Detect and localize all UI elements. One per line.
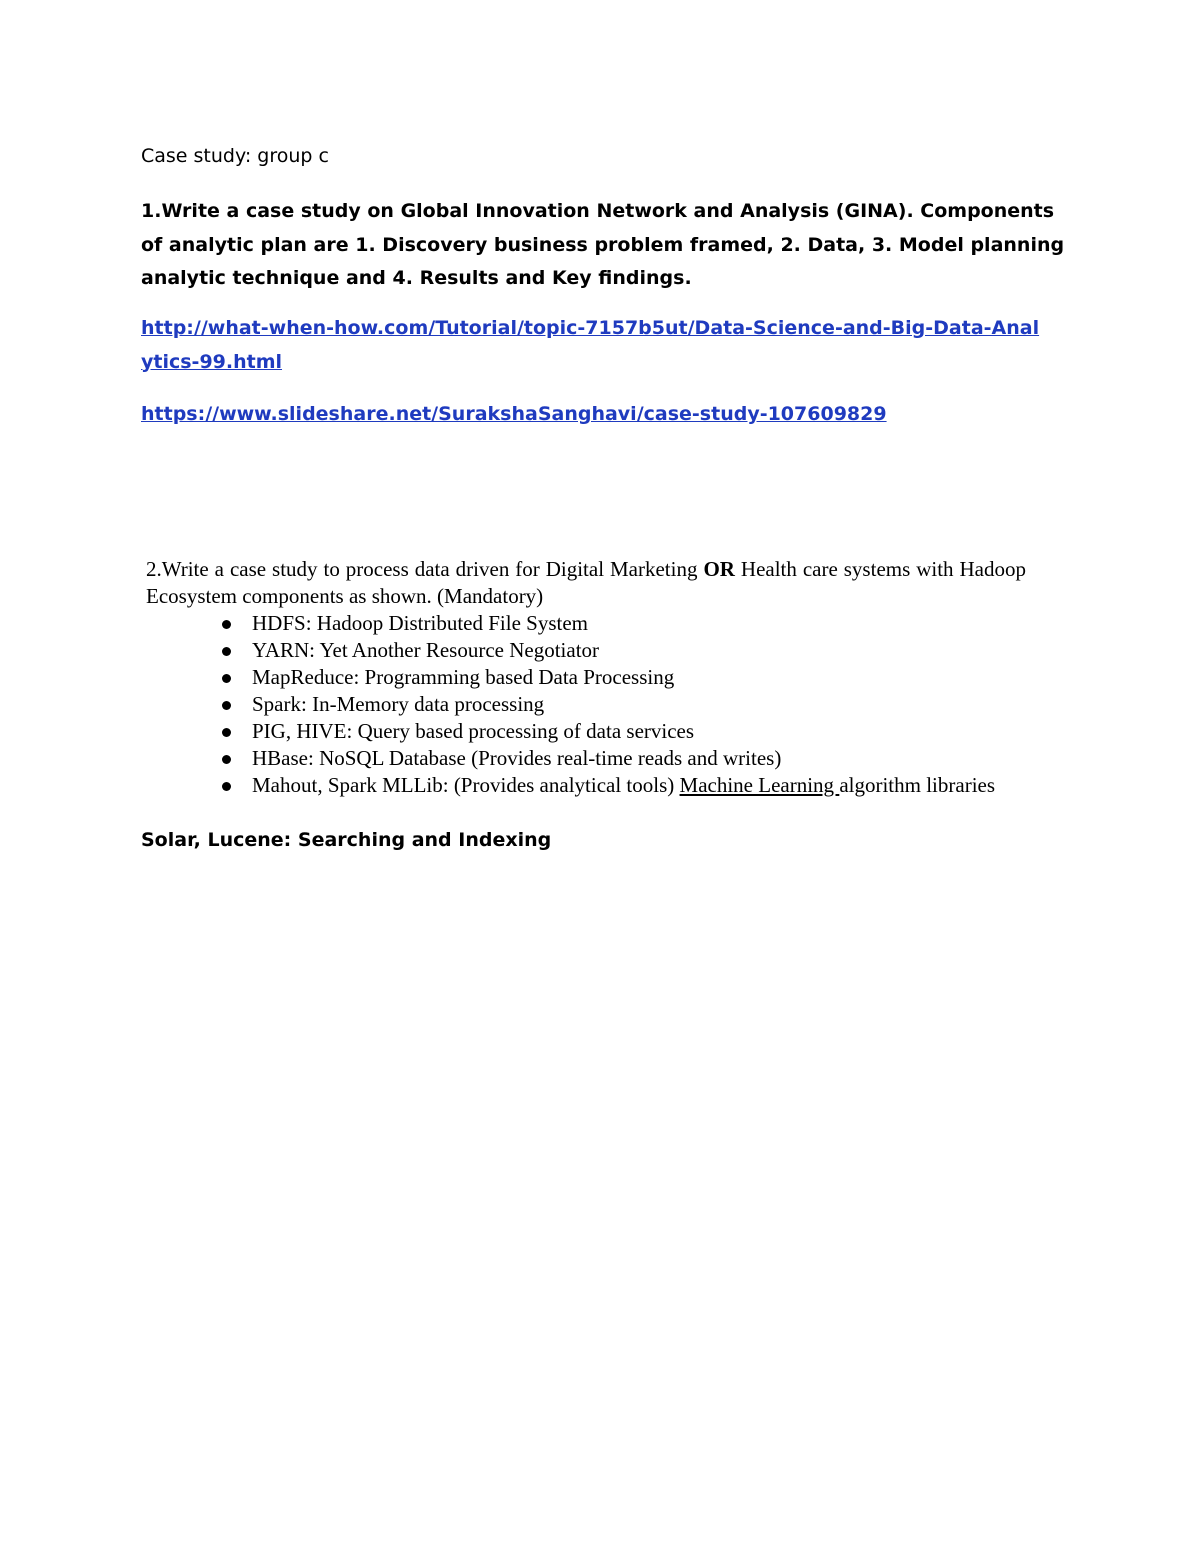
list-item-text: PIG, HIVE: Query based processing of data services: [252, 719, 695, 743]
question-2-suffix: Health care systems with Hadoop Ecosystem components as shown. (Mandatory): [146, 557, 1027, 608]
list-item-text: HBase: NoSQL Database (Provides real-time reads and writes): [252, 746, 782, 770]
list-item: [218, 610, 1026, 637]
machine-learning-underlined: Machine Learning: [679, 773, 840, 797]
question-2-prefix: 2.Write a case study to process data driven for Digital Marketing: [146, 557, 704, 581]
list-item-text: Spark: In-Memory data processing: [252, 692, 545, 716]
bullet-icon: [222, 701, 231, 710]
list-item-text-suffix: algorithm libraries: [839, 773, 996, 797]
list-item: [218, 718, 1026, 745]
question-2-emphasis: OR: [703, 557, 735, 581]
list-item-text-prefix: Mahout, Spark MLLib: (Provides analytical tools): [252, 773, 680, 797]
question-2: [146, 556, 1026, 610]
hadoop-components-list: [218, 610, 1026, 799]
reference-link-slideshare[interactable]: https://www.slideshare.net/SurakshaSanghavi/case-study-107609829: [141, 403, 887, 425]
bullet-icon: [222, 620, 231, 629]
bullet-icon: [222, 647, 231, 656]
bullet-icon: [222, 755, 231, 764]
question-1: 1.Write a case study on Global Innovation Network and Analysis (GINA). Components of analytic plan are 1. Discovery business problem framed, 2. Data, 3. Model planning analytic technique and 4. Results and Key findings.: [141, 200, 1065, 289]
reference-link-what-when-how[interactable]: http://what-when-how.com/Tutorial/topic-7157b5ut/Data-Science-and-Big-Data-Analytics-99.html: [141, 317, 1040, 373]
list-item-text: MapReduce: Programming based Data Processing: [252, 665, 675, 689]
bullet-icon: [222, 728, 231, 737]
bullet-icon: [222, 782, 231, 791]
list-item: [218, 772, 1026, 799]
bullet-icon: [222, 674, 231, 683]
list-item: [218, 664, 1026, 691]
page-title: Case study: group c: [141, 145, 329, 167]
list-item-text: HDFS: Hadoop Distributed File System: [252, 611, 589, 635]
list-item-text: YARN: Yet Another Resource Negotiator: [252, 638, 600, 662]
closing-line: Solar, Lucene: Searching and Indexing: [141, 829, 552, 851]
list-item: [218, 637, 1026, 664]
list-item: [218, 745, 1026, 772]
list-item: [218, 691, 1026, 718]
